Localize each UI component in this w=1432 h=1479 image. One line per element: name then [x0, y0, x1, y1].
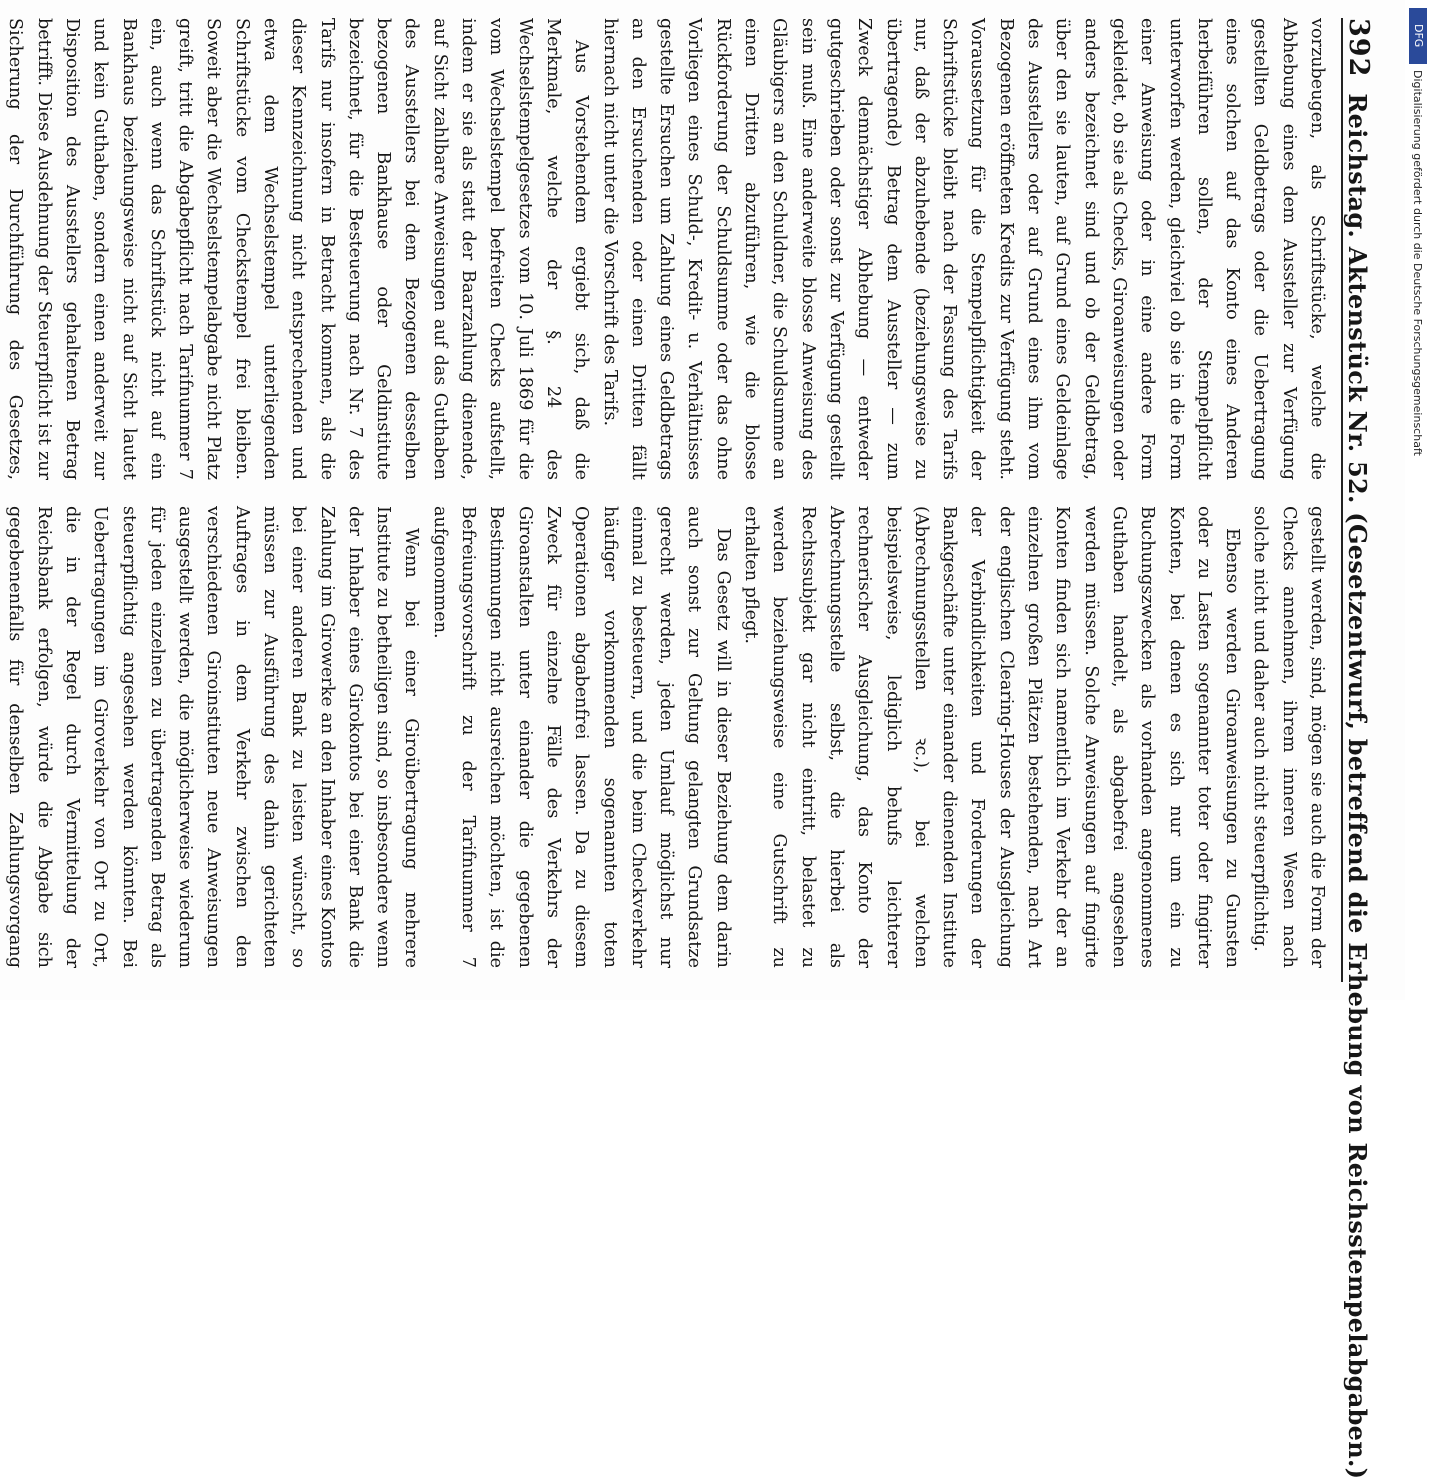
paragraph: Wenn bei einer Giroübertragung mehrere Institute zu betheiligen sind, so insbesondere wenn der Inhaber eines Girokontos bei einer Bank die Zahlung im Girowerke an den Inhaber eines Kontos bei einer anderen Bank zu leisten wünscht, so müssen zur Ausführung des dahin gerichteten Auftrages in dem Verkehr zwischen den verschiedenen Giroinstituten neue Anweisungen ausgestellt werden, die möglicherweise wiederum für jeden einzelnen zu übertragenden Betrag als steuerpflichtig angesehen werden könnten. Bei Uebertragungen im Giroverkehr von Ort zu Ort, die in der Regel durch Vermittelung der Reichsbank erfolgen, würde die Abgabe sich gegebenenfalls für denselben Zahlungsvorgang [5, 506, 422, 968]
digitization-note [1408, 8, 1430, 992]
dfg-logo: DFG [1409, 8, 1427, 64]
right-column [5, 506, 1331, 968]
paragraph: Aus Vorstehendem ergiebt sich, daß die Merkmale, welche der §. 24 des Wechselstempelgesetzes vom 10. Juli 1869 für die vom Wechselstempel befreiten Checks aufstellt, indem er sie als statt der Baarzahlung dienende, auf Sicht zahlbare Anweisungen auf das Guthaben des Ausstellers bei dem Bezogenen desselben bezogenen Bankhause oder Geldinstitute bezeichnet, für die Besteuerung nach Nr. 7 des Tarifs nur insofern in Betracht kommen, als die dieser Kennzeichnung nicht entsprechenden und etwa dem Wechselstempel unterliegenden Schriftstücke vom Checkstempel frei bleiben. Soweit aber die Wechselstempelabgabe nicht Platz greift, tritt die Abgabepflicht nach Tarifnummer 7 ein, auch wenn das Schriftstück nicht auf ein Bankhaus beziehungsweise nicht auf Sicht lautet und kein Guthaben, sondern einen anderweit zur Disposition des Ausstellers gehaltenen Betrag betrifft. Diese Ausdehnung der Steuerpflicht ist zur Sicherung der Durchführung des Gesetzes, [5, 18, 592, 480]
page-number: 392 [1343, 18, 1374, 78]
paragraph: Das Gesetz will in dieser Beziehung dem darin auch sonst zur Geltung gelangten Grundsatze gerecht werden, jeden Umlauf möglichst nur einmal zu besteuern, und die beim Checkverkehr häufiger vorkommenden sogenannten toten Operationen abgabenfrei lassen. Da zu diesem Zweck für einzelne Fälle des Verkehrs der Giroanstalten unter einander die gegebenen Bestimmungen nicht ausreichen möchten, ist die Befreiungsvorschrift zu der Tarifnummer 7 aufgenommen. [429, 506, 733, 968]
running-title: Reichstag. Aktenstück Nr. 52. (Gesetzentwurf, betreffend die Erhebung von Reichsstempelabgaben.) [1343, 93, 1372, 1479]
paragraph: gestellt werden, sind, mögen sie auch die Form der Checks annehmen, ihrem inneren Wesen nach solche nicht und daher auch nicht steuerpflichtig. [1250, 506, 1327, 968]
paragraph: vorzubeugen, als Schriftstücke, welche die Abhebung eines dem Aussteller zur Verfügung gestellten Geldbetrags oder die Uebertragung eines solchen auf das Konto eines Anderen herbeiführen sollen, der Stempelpflicht unterworfen werden, gleichviel ob sie in die Form einer Anweisung oder in eine andere Form gekleidet, ob sie als Checks, Giroanweisungen oder anders bezeichnet sind und ob der Geldbetrag, über den sie lauten, auf Grund eines Geldeinlage des Ausstellers oder auf Grund eines ihm vom Bezogenen eröffneten Kredits zur Verfügung steht. Voraussetzung für die Stempelpflichtigkeit der Schriftstücke bleibt nach der Fassung des Tarifs nur, daß der abzuhebende (beziehungsweise zu übertragende) Betrag dem Aussteller — zum Zweck demnächstiger Abhebung — entweder gutgeschrieben oder sonst zur Verfügung gestellt sein muß. Eine anderweite blosse Anweisung des Gläubigers an den Schuldner, die Schuldsumme an einen Dritten abzuführen, wie die blosse Rückforderung der Schuldsumme oder das ohne Vorliegen eines Schuld-, Kredit- u. Verhältnisses gestellte Ersuchen um Zahlung eines Geldbetrags an den Ersuchenden oder einen Dritten fällt hiernach nicht unter die Vorschrift des Tarifs. [599, 18, 1327, 480]
page-header [1341, 18, 1389, 1479]
paragraph: Ebenso werden Giroanweisungen zu Gunsten oder zu Lasten sogenannter toter oder fingirter Konten, bei denen es sich nur um ein zu Buchungszwecken als vorhanden angenommenes Guthaben handelt, als abgabefrei angesehen werden müssen. Solche Anweisungen auf fingirte Konten finden sich namentlich im Verkehr der an einzelnen großen Plätzen bestehenden, nach Art der englischen Clearing-Houses der Ausgleichung der Verbindlichkeiten und Forderungen der Bankgeschäfte unter einander dienenden Institute (Abrechnungsstellen ꝛc.), bei welchen beispielsweise, lediglich behufs leichterer rechnerischer Ausgleichung, das Konto der Abrechnungsstelle selbst, die hierbei als Rechtssubjekt gar nicht eintritt, belastet zu werden beziehungsweise eine Gutschrift zu erhalten pflegt. [741, 506, 1243, 968]
digitization-credit: Digitalisierung gefördert durch die Deutsche Forschungsgemeinschaft [1411, 70, 1424, 456]
left-column [5, 18, 1331, 480]
